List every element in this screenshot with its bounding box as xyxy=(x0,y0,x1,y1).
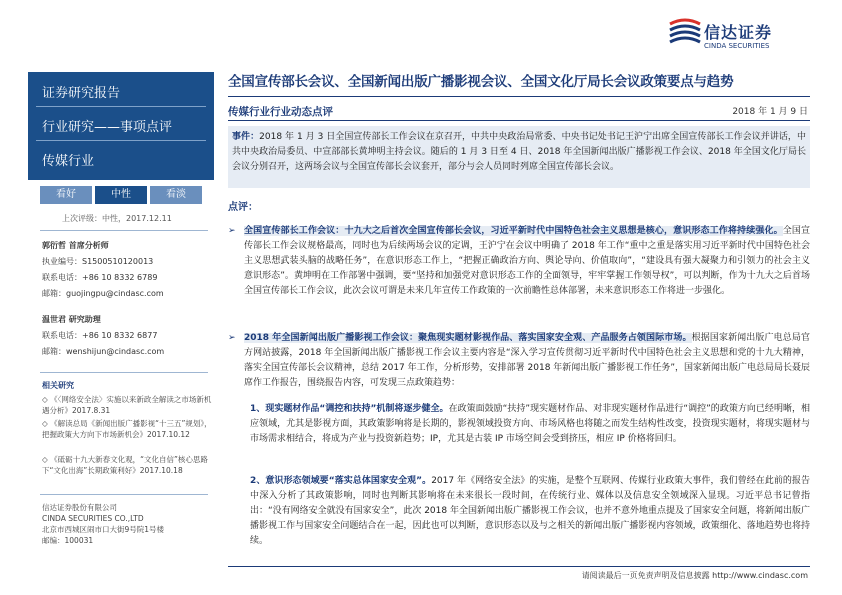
brand-name: 信达证券 xyxy=(704,23,773,42)
rating-negative: 看淡 xyxy=(150,186,202,204)
event-box xyxy=(228,126,810,188)
subpoint-number: 1、 xyxy=(250,404,266,414)
cinda-logo-icon xyxy=(668,16,702,50)
bullet-icon: ➢ xyxy=(228,333,236,343)
analyst-name: 温世君 研究助理 xyxy=(42,315,101,324)
report-category: 行业研究——事项点评 xyxy=(42,120,173,135)
comment-label: 点评： xyxy=(228,202,258,213)
analyst-2 xyxy=(42,312,164,360)
industry-name: 传媒行业 xyxy=(42,154,95,169)
brand-name-en: CINDA SECURITIES xyxy=(704,42,770,50)
company-postcode: 邮编：100031 xyxy=(42,536,94,545)
report-date: 2018 年 1 月 9 日 xyxy=(732,107,808,117)
report-type: 证券研究报告 xyxy=(42,86,121,101)
page-subtitle: 传媒行业行业动态点评 xyxy=(228,106,333,118)
divider xyxy=(40,230,208,231)
company-name-en: CINDA SECURITIES CO.,LTD xyxy=(42,514,144,523)
point-text: 根据国家新闻出版广电总局官方网站披露，2018 年全国新闻出版广播影视工作会议主要内容是“深入学习宣传贯彻习近平新时代中国特色社会主义思想和党的十九大精神，落实全国宣传部长会议精神，总结 2017 年工作，分析形势，安排部署 2018 年新闻出版广播影视工作任务”，国家新闻出版广电总局局长聂辰席作工作报告，围绕报告内容，可发现三点政策趋势： xyxy=(244,333,810,388)
previous-rating: 上次评级：中性，2017.12.11 xyxy=(62,214,172,223)
sidebar xyxy=(28,72,214,572)
subtitle-rule xyxy=(228,120,810,121)
subpoint-paragraph xyxy=(250,474,810,549)
divider xyxy=(40,372,208,373)
point-heading: 全国宣传部长工作会议：十九大之后首次全国宣传部长会议，习近平新时代中国特色社会主义思想是核心，意识形态工作将持续强化。 xyxy=(244,226,783,236)
company-address: 北京市西城区闹市口大街9号院1号楼 xyxy=(42,525,165,534)
rating-bar xyxy=(40,186,202,204)
subpoint-text: 2017 年《网络安全法》的实施，是整个互联网、传媒行业政策大事件，我们曾经在此前的报告中深入分析了其政策影响，同时也判断其影响将在未来很长一段时间，在传统行业、媒体以及信息安全领域深入显现。习近平总书记曾指出：“没有网络安全就没有国家安全”，此次 2018 年全国新闻出版广播影视工作会议，也并不意外地重点提及了国家安全问题，将新闻出版广播影视工作与国家安全问题结合在一起，因此也可以判断，意识形态以及与之相关的新闻出版广播影视内容领域，政策细化、落地趋势也将持续。 xyxy=(250,476,810,546)
subpoint-paragraph xyxy=(250,402,810,447)
page-title: 全国宣传部长会议、全国新闻出版广播影视会议、全国文化厅局长会议政策要点与趋势 xyxy=(228,74,734,90)
company-info xyxy=(42,502,214,546)
related-item[interactable]: ◇ 《砥砺十九大新春文化观，“文化自信”核心思路下“文化出海”长期政策利好》2017.10.18 xyxy=(42,455,208,475)
company-logo xyxy=(668,14,788,56)
point-text: 全国宣传部长工作会议规格最高，同时也为后续两场会议的定调，王沪宁在会议中明确了 2018 年工作“重中之重是落实用习近平新时代中国特色社会主义思想武装头脑的战略任务”，在意识形态工作上，“把握正确政治方向、舆论导向、价值取向”，“建设具有强大凝聚力和引领力的社会主义意识形态”。黄坤明在工作部署中强调，要“坚持和加强党对意识形态工作的全面领导，牢牢掌握工作领导权”，可以判断，作为十九大之后首场全国宣传部长工作会议，此次会议可谓是未来几年宣传工作政策的一次前瞻性总体部署，未来意识形态工作将进一步强化。 xyxy=(244,226,810,296)
analyst-1 xyxy=(42,238,164,302)
point-paragraph xyxy=(244,224,810,299)
analyst-email: 邮箱：wenshijun@cindasc.com xyxy=(42,347,165,356)
divider xyxy=(36,140,206,141)
subpoint-text: 在政策面鼓励“扶持”现实题材作品、对非现实题材作品进行“调控”的政策方向已经明晰，相应领域，尤其是影视方面，其政策影响将是长期的，影视领域投资方向、市场风格也将随之而发生结构性改变，投资现实题材，将现实题材与市场需求相结合，将成为产业与投资新趋势；IP，尤其是古装 IP 市场空间会受到挤压，相应 IP 价格将回归。 xyxy=(250,404,811,444)
related-item[interactable]: ◇ 《解读总局《新闻出版广播影视“十三五”规划》，把握政策大方向下市场新机会》2017.10.12 xyxy=(42,419,212,439)
bullet-icon: ➢ xyxy=(228,226,236,236)
related-research-title: 相关研究 xyxy=(42,381,74,390)
footer-disclaimer[interactable]: 请阅读最后一页免责声明及信息披露 http://www.cindasc.com xyxy=(581,571,808,580)
analyst-phone: 联系电话：+86 10 8332 6877 xyxy=(42,331,158,340)
related-item[interactable]: ◇ 《〈网络安全法〉实施以来新政全解读之市场新机遇分析》2017.8.31 xyxy=(42,395,212,415)
subpoint-heading: 意识形态领域要“落实总体国家安全观”。 xyxy=(265,476,432,486)
rating-neutral: 中性 xyxy=(95,186,147,204)
event-text: 2018 年 1 月 3 日全国宣传部长工作会议在京召开，中共中央政治局常委、中央书记处书记王沪宁出席全国宣传部长工作会议并讲话，中共中央政治局委员、中宣部部长黄坤明主持会议。随后的 1 月 3 日至 4 日、2018 年全国新闻出版广播影视工作会议、2018 年全国文化厅局长会议分别召开，这两场会议与全国宣传部长会议套开，部分与会人员同时列席全国宣传部长会议。 xyxy=(232,132,806,172)
subpoint-number: 2、 xyxy=(250,476,266,486)
divider xyxy=(40,494,208,495)
analyst-name: 郭衍哲 首席分析师 xyxy=(42,241,109,250)
event-label: 事件： xyxy=(232,132,260,142)
analyst-cert: 执业编号：S1500510120013 xyxy=(42,257,154,266)
subpoint-heading: 现实题材作品“调控和扶持”机制将逐步健全。 xyxy=(265,404,449,414)
point-paragraph xyxy=(244,331,810,391)
sidebar-banner xyxy=(28,72,214,180)
point-heading: 2018 年全国新闻出版广播影视工作会议：聚焦现实题材影视作品、落实国家安全观、产品服务占领国际市场。 xyxy=(244,333,692,343)
footer-rule xyxy=(228,566,810,567)
title-rule xyxy=(228,96,810,97)
rating-positive: 看好 xyxy=(40,186,92,204)
analyst-email: 邮箱：guojingpu@cindasc.com xyxy=(42,289,164,298)
event-paragraph xyxy=(232,130,806,175)
divider xyxy=(36,106,206,107)
company-name: 信达证券股份有限公司 xyxy=(42,503,117,512)
analyst-phone: 联系电话：+86 10 8332 6789 xyxy=(42,273,158,282)
